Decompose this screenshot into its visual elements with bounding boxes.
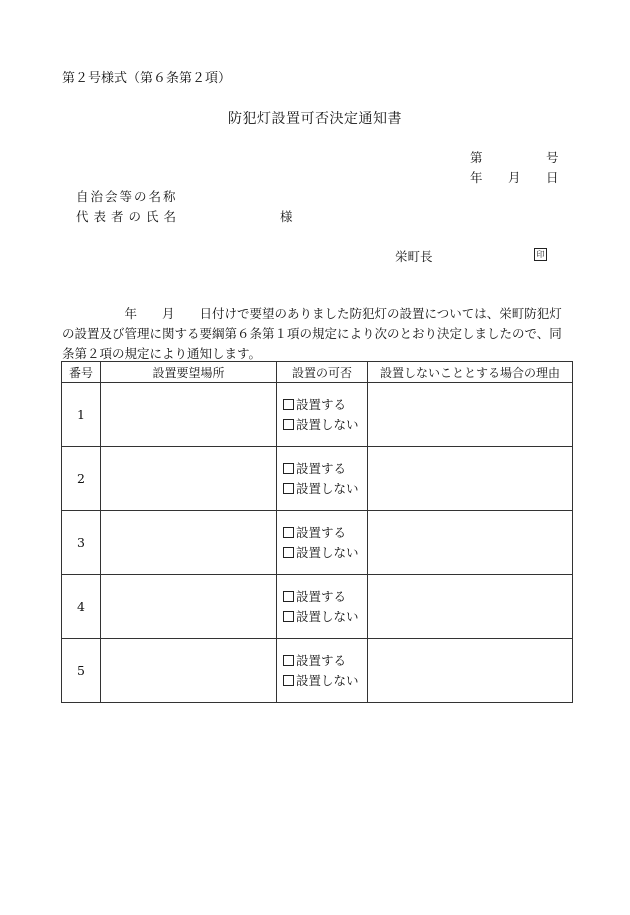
option-install-label: 設置する — [296, 460, 347, 476]
approval-cell — [277, 639, 368, 703]
checkbox-icon[interactable] — [283, 419, 294, 430]
date-month-label: 月 — [508, 170, 521, 185]
checkbox-icon[interactable] — [283, 611, 294, 622]
checkbox-icon[interactable] — [283, 483, 294, 494]
header-location: 設置要望場所 — [101, 362, 277, 383]
notice-body-line-1: 年 月 日付けで要望のありました防犯灯の設置については、栄町防犯灯 — [62, 306, 562, 321]
option-not-install-label: 設置しない — [296, 480, 359, 496]
header-approval: 設置の可否 — [277, 362, 368, 383]
form-number-label: 第２号様式（第６条第２項） — [62, 71, 232, 86]
option-not-install-label: 設置しない — [296, 416, 359, 432]
table-header-row — [62, 362, 573, 383]
checkbox-icon[interactable] — [283, 591, 294, 602]
approval-cell — [277, 383, 368, 447]
date-day-label: 日 — [546, 170, 559, 185]
option-install-label: 設置する — [296, 524, 347, 540]
doc-number-suffix: 号 — [546, 150, 559, 165]
option-install[interactable] — [283, 523, 367, 543]
seal-icon: 印 — [534, 248, 547, 261]
location-cell[interactable] — [101, 383, 277, 447]
organization-name-label: 自治会等の名称 — [76, 189, 178, 204]
reason-cell[interactable] — [368, 511, 573, 575]
option-not-install[interactable] — [283, 479, 367, 499]
row-number: 5 — [62, 639, 101, 703]
doc-number-prefix: 第 — [470, 150, 483, 165]
honorific-label: 様 — [280, 209, 293, 224]
table-row — [62, 447, 573, 511]
option-not-install[interactable] — [283, 671, 367, 691]
checkbox-icon[interactable] — [283, 655, 294, 666]
approval-cell — [277, 575, 368, 639]
representative-name-label: 代表者の氏名 — [76, 209, 182, 224]
checkbox-icon[interactable] — [283, 547, 294, 558]
option-not-install[interactable] — [283, 543, 367, 563]
table-row — [62, 383, 573, 447]
row-number: 2 — [62, 447, 101, 511]
option-install-label: 設置する — [296, 652, 347, 668]
row-number: 4 — [62, 575, 101, 639]
location-cell[interactable] — [101, 511, 277, 575]
reason-cell[interactable] — [368, 639, 573, 703]
approval-cell — [277, 447, 368, 511]
option-not-install[interactable] — [283, 607, 367, 627]
reason-cell[interactable] — [368, 383, 573, 447]
table-row — [62, 511, 573, 575]
table-row — [62, 639, 573, 703]
checkbox-icon[interactable] — [283, 399, 294, 410]
seal-mark — [534, 245, 547, 261]
table-row — [62, 575, 573, 639]
option-not-install-label: 設置しない — [296, 672, 359, 688]
option-install[interactable] — [283, 651, 367, 671]
checkbox-icon[interactable] — [283, 463, 294, 474]
option-install[interactable] — [283, 395, 367, 415]
location-cell[interactable] — [101, 639, 277, 703]
notice-body-line-3: 条第２項の規定により通知します。 — [62, 346, 262, 361]
document-title: 防犯灯設置可否決定通知書 — [228, 111, 402, 127]
option-not-install-label: 設置しない — [296, 544, 359, 560]
option-install[interactable] — [283, 587, 367, 607]
row-number: 1 — [62, 383, 101, 447]
approval-cell — [277, 511, 368, 575]
option-install-label: 設置する — [296, 396, 347, 412]
location-cell[interactable] — [101, 447, 277, 511]
checkbox-icon[interactable] — [283, 675, 294, 686]
notice-body-line-2: の設置及び管理に関する要綱第６条第１項の規定により次のとおり決定しましたので、同 — [62, 326, 562, 341]
notice-body — [62, 304, 578, 364]
header-number: 番号 — [62, 362, 101, 383]
option-install[interactable] — [283, 459, 367, 479]
option-not-install[interactable] — [283, 415, 367, 435]
reason-cell[interactable] — [368, 575, 573, 639]
date-year-label: 年 — [470, 170, 483, 185]
reason-cell[interactable] — [368, 447, 573, 511]
location-cell[interactable] — [101, 575, 277, 639]
decision-table — [61, 361, 573, 703]
option-install-label: 設置する — [296, 588, 347, 604]
checkbox-icon[interactable] — [283, 527, 294, 538]
header-reason: 設置しないこととする場合の理由 — [368, 362, 573, 383]
option-not-install-label: 設置しない — [296, 608, 359, 624]
issuer-name: 栄町長 — [395, 249, 433, 264]
row-number: 3 — [62, 511, 101, 575]
